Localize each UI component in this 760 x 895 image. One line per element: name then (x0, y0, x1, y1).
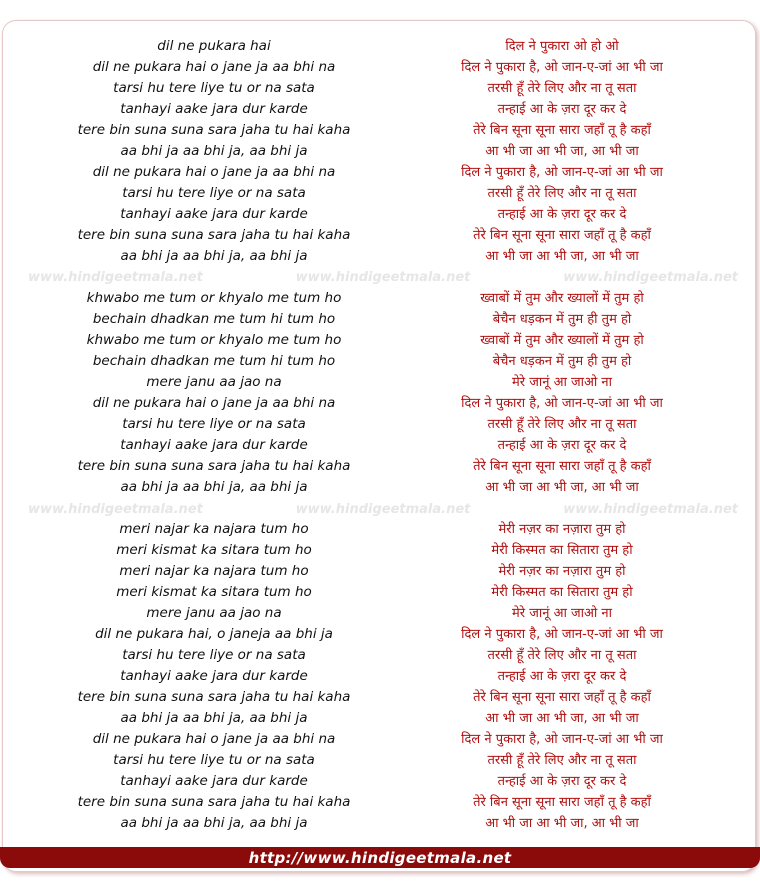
lyric-line: दिल ने पुकारा है, ओ जान-ए-जां आ भी जा (461, 627, 663, 642)
lyric-line: ख्वाबों में तुम और ख्यालों में तुम हो (480, 333, 644, 348)
lyric-line: तरसी हूँ तेरे लिए और ना तू सता (487, 753, 637, 768)
lyric-line: dil ne pukara hai o jane ja aa bhi na (92, 164, 336, 180)
lyric-line: tere bin suna suna sara jaha tu hai kaha (77, 227, 351, 243)
lyric-line: tarsi hu tere liye tu or na sata (113, 752, 315, 768)
lyric-line: तरसी हूँ तेरे लिए और ना तू सता (487, 186, 637, 201)
lyric-line: tanhayi aake jara dur karde (120, 101, 308, 117)
lyric-line: tere bin suna suna sara jaha tu hai kaha (77, 458, 351, 474)
lyric-line: मेरे जानूं आ जाओ ना (511, 375, 613, 390)
lyric-line: तेरे बिन सूना सूना सारा जहाँ तू है कहाँ (473, 123, 651, 138)
lyric-line: aa bhi ja aa bhi ja, aa bhi ja (120, 479, 308, 495)
hindi-lyrics-column (392, 36, 732, 834)
site-footer-bar (0, 847, 760, 868)
lyric-line: तेरे बिन सूना सूना सारा जहाँ तू है कहाँ (473, 690, 651, 705)
lyric-line: दिल ने पुकारा ओ हो ओ (505, 39, 619, 54)
watermark-text: www.hindigeetmala.net (295, 270, 471, 285)
lyric-line: tanhayi aake jara dur karde (120, 206, 308, 222)
lyric-line: तन्हाई आ के ज़रा दूर कर दे (497, 669, 627, 684)
lyric-line: आ भी जा आ भी जा, आ भी जा (485, 144, 639, 159)
lyric-line: dil ne pukara hai o jane ja aa bhi na (92, 731, 336, 747)
lyric-line: मेरे जानूं आ जाओ ना (511, 606, 613, 621)
lyric-line: dil ne pukara hai o jane ja aa bhi na (92, 59, 336, 75)
lyric-line: आ भी जा आ भी जा, आ भी जा (485, 480, 639, 495)
lyric-line: meri najar ka najara tum ho (119, 521, 309, 537)
lyric-line: बेचैन धड़कन में तुम ही तुम हो (492, 354, 632, 369)
lyric-line: bechain dhadkan me tum hi tum ho (92, 311, 336, 327)
lyric-line: aa bhi ja aa bhi ja, aa bhi ja (120, 710, 308, 726)
lyric-line: tarsi hu tere liye or na sata (122, 416, 306, 432)
lyric-line: bechain dhadkan me tum hi tum ho (92, 353, 336, 369)
lyric-line: मेरी नज़र का नज़ारा तुम हो (498, 564, 626, 579)
lyric-line: mere janu aa jao na (146, 605, 282, 621)
lyric-line: mere janu aa jao na (146, 374, 282, 390)
watermark-text: www.hindigeetmala.net (28, 502, 203, 517)
footer-url-link[interactable]: http://www.hindigeetmala.net (248, 848, 512, 867)
lyric-line: tere bin suna suna sara jaha tu hai kaha (77, 122, 351, 138)
lyric-line: तेरे बिन सूना सूना सारा जहाँ तू है कहाँ (473, 795, 651, 810)
lyric-line: tarsi hu tere liye tu or na sata (113, 80, 315, 96)
lyric-line: मेरी किस्मत का सितारा तुम हो (491, 543, 633, 558)
lyric-line: तन्हाई आ के ज़रा दूर कर दे (497, 207, 627, 222)
lyric-line: दिल ने पुकारा है, ओ जान-ए-जां आ भी जा (461, 165, 663, 180)
lyric-line: बेचैन धड़कन में तुम ही तुम हो (492, 312, 632, 327)
lyric-line: दिल ने पुकारा है, ओ जान-ए-जां आ भी जा (461, 732, 663, 747)
lyric-line: tarsi hu tere liye or na sata (122, 185, 306, 201)
lyric-line: तरसी हूँ तेरे लिए और ना तू सता (487, 417, 637, 432)
lyric-line: मेरी नज़र का नज़ारा तुम हो (498, 522, 626, 537)
stanza-gap (68, 498, 360, 519)
lyric-line: tarsi hu tere liye or na sata (122, 647, 306, 663)
lyric-line: khwabo me tum or khyalo me tum ho (86, 290, 342, 306)
stanza-gap (392, 267, 732, 288)
lyric-line: दिल ने पुकारा है, ओ जान-ए-जां आ भी जा (461, 396, 663, 411)
lyric-line: आ भी जा आ भी जा, आ भी जा (485, 816, 639, 831)
lyric-line: ख्वाबों में तुम और ख्यालों में तुम हो (480, 291, 644, 306)
watermark-text: www.hindigeetmala.net (295, 502, 471, 517)
lyric-line: meri najar ka najara tum ho (119, 563, 309, 579)
lyric-line: tanhayi aake jara dur karde (120, 668, 308, 684)
watermark-text: www.hindigeetmala.net (563, 502, 738, 517)
lyric-line: tanhayi aake jara dur karde (120, 437, 308, 453)
lyric-line: meri kismat ka sitara tum ho (116, 584, 312, 600)
lyric-line: aa bhi ja aa bhi ja, aa bhi ja (120, 143, 308, 159)
lyric-line: दिल ने पुकारा है, ओ जान-ए-जां आ भी जा (461, 60, 663, 75)
lyric-line: aa bhi ja aa bhi ja, aa bhi ja (120, 248, 308, 264)
stanza-gap (68, 267, 360, 288)
lyric-line: तेरे बिन सूना सूना सारा जहाँ तू है कहाँ (473, 228, 651, 243)
lyric-line: आ भी जा आ भी जा, आ भी जा (485, 711, 639, 726)
lyric-line: तेरे बिन सूना सूना सारा जहाँ तू है कहाँ (473, 459, 651, 474)
lyric-line: dil ne pukara hai, o janeja aa bhi ja (95, 626, 333, 642)
watermark-text: www.hindigeetmala.net (563, 270, 738, 285)
lyric-line: मेरी किस्मत का सितारा तुम हो (491, 585, 633, 600)
watermark-text: www.hindigeetmala.net (28, 270, 203, 285)
lyric-line: तन्हाई आ के ज़रा दूर कर दे (497, 102, 627, 117)
lyric-line: aa bhi ja aa bhi ja, aa bhi ja (120, 815, 308, 831)
lyric-line: tanhayi aake jara dur karde (120, 773, 308, 789)
lyric-line: tere bin suna suna sara jaha tu hai kaha (77, 689, 351, 705)
lyric-line: आ भी जा आ भी जा, आ भी जा (485, 249, 639, 264)
stanza-gap (392, 498, 732, 519)
lyric-line: तरसी हूँ तेरे लिए और ना तू सता (487, 648, 637, 663)
lyric-line: dil ne pukara hai (157, 38, 271, 54)
english-lyrics-column (68, 36, 360, 834)
lyric-line: khwabo me tum or khyalo me tum ho (86, 332, 342, 348)
lyric-line: तन्हाई आ के ज़रा दूर कर दे (497, 438, 627, 453)
lyric-line: tere bin suna suna sara jaha tu hai kaha (77, 794, 351, 810)
lyric-line: तन्हाई आ के ज़रा दूर कर दे (497, 774, 627, 789)
lyric-line: dil ne pukara hai o jane ja aa bhi na (92, 395, 336, 411)
lyric-line: meri kismat ka sitara tum ho (116, 542, 312, 558)
lyric-line: तरसी हूँ तेरे लिए और ना तू सता (487, 81, 637, 96)
